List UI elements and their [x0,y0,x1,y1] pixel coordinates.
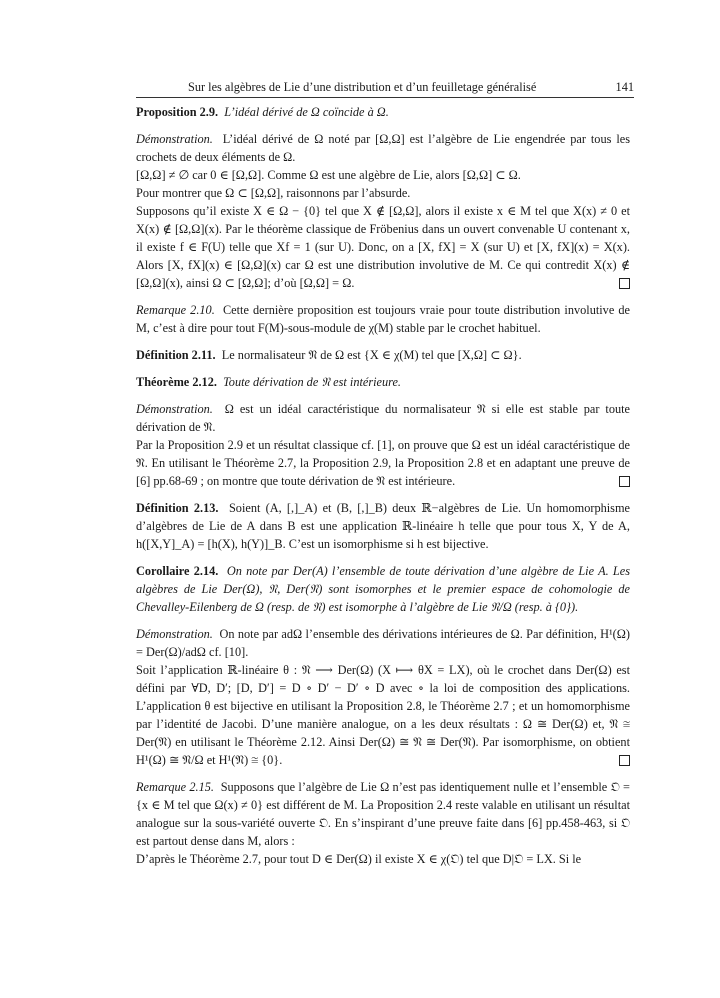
block-label: Démonstration. [136,402,213,416]
paragraph [136,202,630,292]
text-line: Par la Proposition 2.9 et un résultat classique cf. [1], on prouve que Ω est un idéal caractéristique de 𝔑. En utilisant le Théorème 2.7, la Proposition 2.9, la Proposition 2.8 et en adaptant une preuve de [6] pp.68-69 ; on montre que toute dérivation de 𝔑 est intérieure. [136,438,630,488]
statement: Toute dérivation de 𝔑 est intérieure. [223,375,402,389]
page-number: 141 [615,80,634,94]
definition-2-11 [136,346,630,364]
block-label: Démonstration. [136,627,213,641]
definition-2-13 [136,499,630,553]
header-rule [136,97,634,98]
paragraph: [Ω,Ω] ≠ ∅ car 0 ∈ [Ω,Ω]. Comme Ω est une algèbre de Lie, alors [Ω,Ω] ⊂ Ω. [136,168,521,182]
block-label: Corollaire 2.14. [136,564,219,578]
running-title: Sur les algèbres de Lie d’une distribution et d’un feuilletage généralisé [188,80,537,94]
paragraph [136,400,630,436]
block-label: Théorème 2.12. [136,375,217,389]
block-label: Définition 2.13. [136,501,219,515]
text-line: Ω est un idéal caractéristique du normalisateur 𝔑 si elle est stable par toute dérivation de 𝔑. [136,402,631,434]
proposition-2-9 [136,103,630,121]
paragraph [136,346,630,364]
corollaire-2-14 [136,562,630,616]
paragraph [136,436,630,490]
paragraph: Pour montrer que Ω ⊂ [Ω,Ω], raisonnons par l’absurde. [136,186,411,200]
paragraph [136,625,630,661]
proof-theoreme-2-12 [136,400,630,490]
paragraph [136,301,630,337]
block-label: Remarque 2.15. [136,780,215,794]
text-line: Supposons que l’algèbre de Lie Ω n’est pas identiquement nulle et l’ensemble 𝔒 = {x ∈ M tel que Ω(x) ≠ 0} est différent de M. La Proposition 2.4 reste valable en utilisant un résultat analogue sur la sous-variété ouverte 𝔒. En s’inspirant d’une preuve faite dans [6] pp.458-463, si 𝔒 est partout dense dans M, alors : [136,780,630,848]
proof-corollaire-2-14 [136,625,630,769]
qed-square [619,476,630,487]
proof-proposition-2-9 [136,130,630,292]
statement: L’idéal dérivé de Ω coïncide à Ω. [224,105,389,119]
paragraph [136,499,630,553]
text-line: Le normalisateur 𝔑 de Ω est {X ∈ χ(M) tel que [X,Ω] ⊂ Ω}. [221,348,522,362]
text-line: Soient (A, [,]_A) et (B, [,]_B) deux ℝ−algèbres de Lie. Un homomorphisme d’algèbres de Lie de A dans B est une application ℝ-linéaire h telle que pour tous X, Y de A, h([X,Y]_A) = [h(X), h(Y)]_B. C’est un isomorphisme si h est bijective. [136,501,630,551]
paragraph [136,661,630,769]
theoreme-2-12 [136,373,630,391]
paragraph [136,778,630,850]
paragraph: D’après le Théorème 2.7, pour tout D ∈ Der(Ω) il existe X ∈ χ(𝔒) tel que D|𝔒 = LX. Si le [136,852,582,866]
block-label: Définition 2.11. [136,348,216,362]
block-label: Démonstration. [136,132,213,146]
qed-square [619,278,630,289]
remarque-2-15 [136,778,630,868]
block-label: Proposition 2.9. [136,105,219,119]
paragraph [136,103,630,121]
qed-square [619,755,630,766]
remarque-2-10 [136,301,630,337]
paragraph [136,373,630,391]
paragraph [136,130,630,166]
text-line: Supposons qu’il existe X ∈ Ω − {0} tel que X ∉ [Ω,Ω], alors il existe x ∈ M tel que X(x) ≠ 0 et X(x) ∉ [Ω,Ω](x). Par le théorème classique de Fröbenius dans un ouvert convenable U contenant x, il existe f ∈ F(U) telle que Xf = 1 (sur U). Donc, on a [X, fX] = X (sur U) et [X, fX](x) = X(x). Alors [X, fX](x) ∈ [Ω,Ω](x) car Ω est une distribution involutive de M. Ce qui contredit X(x) ∉ [Ω,Ω](x), ainsi Ω ⊂ [Ω,Ω]; d’où [Ω,Ω] = Ω. [136,204,630,290]
statement: On note par Der(A) l’ensemble de toute dérivation d’une algèbre de Lie A. Les algèbres de Lie Der(Ω), 𝔑, Der(𝔑) sont isomorphes et le premier espace de cohomologie de Chevalley-Eilenberg de Ω (resp. de 𝔑) est isomorphe à l’algèbre de Lie 𝔑/Ω (resp. à {0}). [136,564,630,614]
text-line: Soit l’application ℝ-linéaire θ : 𝔑 ⟶ Der(Ω) (X ⟼ θX = LX), où le crochet dans Der(Ω) est défini par ∀D, D′; [D, D′] = D ∘ D′ − D′ ∘ D avec ∘ la loi de composition des applications. L’application θ est bijective en utilisant la Proposition 2.8, le Théorème 2.7 ; et un homomorphisme par l’identité de Jacobi. D’une manière analogue, on a les deux résultats : Ω ≅ Der(Ω) et, 𝔑 ≅ Der(𝔑) en utilisant le Théorème 2.12. Ainsi Der(Ω) ≅ 𝔑 ≅ Der(𝔑). Par isomorphisme, on obtient H¹(Ω) ≅ 𝔑/Ω et H¹(𝔑) ≅ {0}. [136,663,630,767]
text-line: On note par adΩ l’ensemble des dérivations intérieures de Ω. Par définition, H¹(Ω) = Der(Ω)/adΩ cf. [10]. [136,627,630,659]
text-line: Cette dernière proposition est toujours vraie pour toute distribution involutive de M, c’est à dire pour tout F(M)-sous-module de χ(M) stable par le crochet habituel. [136,303,630,335]
paragraph [136,562,630,616]
block-label: Remarque 2.10. [136,303,215,317]
text-line: L’idéal dérivé de Ω noté par [Ω,Ω] est l’algèbre de Lie engendrée par tous les crochets de deux éléments de Ω. [136,132,630,164]
page-body [136,103,630,877]
